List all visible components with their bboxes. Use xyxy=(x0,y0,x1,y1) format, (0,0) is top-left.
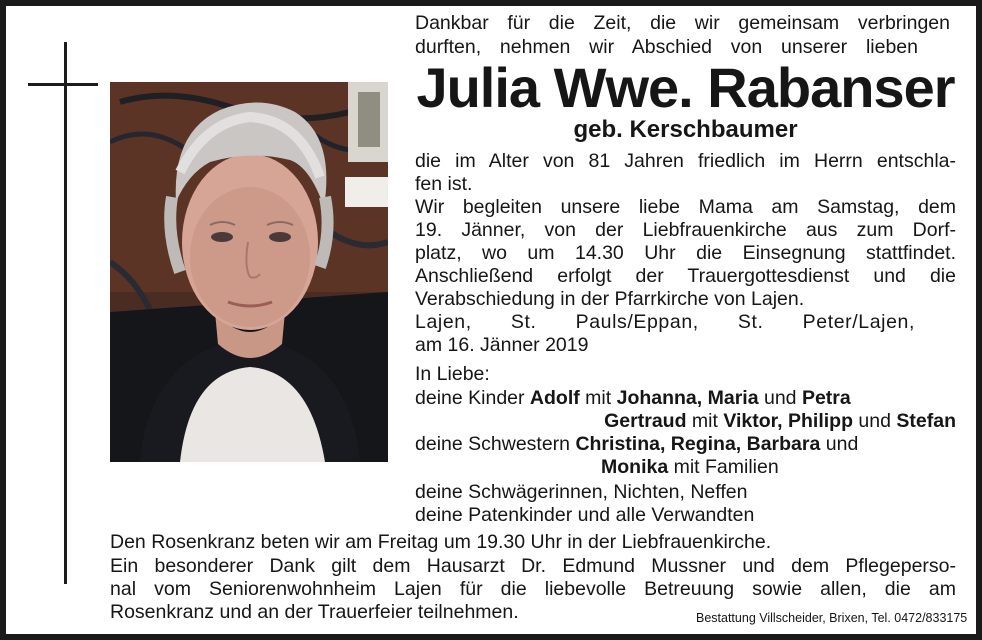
text: und xyxy=(758,387,802,409)
text: mit xyxy=(686,410,724,432)
thanks-line: Ein besonderer Dank gilt dem Hausarzt Dr. Edmund Mussner und dem Pflegeperso- xyxy=(110,555,956,577)
sisters-line-2 xyxy=(601,456,779,479)
cross-symbol-horizontal xyxy=(28,83,98,86)
text: deine Schwestern xyxy=(415,433,576,455)
children-line-2 xyxy=(415,410,956,433)
intro-line-2: durften, nehmen wir Abschied von unserer lieben xyxy=(415,36,918,58)
name: Johanna, Maria xyxy=(616,387,759,409)
name: Monika xyxy=(601,456,669,478)
text: deine Kinder xyxy=(415,387,530,409)
children-line-1 xyxy=(415,387,851,410)
body-line: 19. Jänner, von der Liebfrauenkirche aus zum Dorf- xyxy=(415,219,956,241)
birth-name: geb. Kerschbaumer xyxy=(573,116,798,143)
body-line: fen ist. xyxy=(415,173,473,195)
text: mit xyxy=(579,387,617,409)
text: und xyxy=(820,433,859,455)
godchildren-line: deine Patenkinder und alle Verwandten xyxy=(415,504,755,526)
body-line: Wir begleiten unsere liebe Mama am Samstag, dem xyxy=(415,196,956,218)
text: mit Familien xyxy=(668,456,779,478)
obituary-notice xyxy=(6,6,976,634)
thanks-line: nal vom Seniorenwohnheim Lajen für die liebevolle Betreuung sowie allen, die am xyxy=(110,578,956,600)
body-line: Anschließend erfolgt der Trauergottesdienst und die xyxy=(415,265,956,287)
thanks-line: Rosenkranz und an der Trauerfeier teilnehmen. xyxy=(110,601,519,623)
name: Stefan xyxy=(896,410,956,432)
name: Viktor, Philipp xyxy=(723,410,854,432)
name: Petra xyxy=(801,387,851,409)
date-line: am 16. Jänner 2019 xyxy=(415,334,589,356)
rosary-line: Den Rosenkranz beten wir am Freitag um 19.30 Uhr in der Liebfrauenkirche. xyxy=(110,531,772,553)
portrait-photo xyxy=(110,82,388,462)
in-laws-line: deine Schwägerinnen, Nichten, Neffen xyxy=(415,481,748,503)
deceased-name: Julia Wwe. Rabanser xyxy=(416,56,955,119)
sisters-line-1 xyxy=(415,433,858,456)
text: und xyxy=(853,410,897,432)
funeral-home-credit: Bestattung Villscheider, Brixen, Tel. 0472/833175 xyxy=(696,611,968,625)
name: Gertraud xyxy=(604,410,687,432)
portrait-illustration xyxy=(110,82,388,462)
name: Christina, Regina, Barbara xyxy=(575,433,821,455)
name: Adolf xyxy=(529,387,580,409)
body-line: die im Alter von 81 Jahren friedlich im Herrn entschla- xyxy=(415,150,956,172)
body-line: platz, wo um 14.30 Uhr die Einsegnung stattfindet. xyxy=(415,242,956,264)
place-line: Lajen, St. Pauls/Eppan, St. Peter/Lajen, xyxy=(415,311,915,333)
intro-line-1: Dankbar für die Zeit, die wir gemeinsam verbringen xyxy=(415,12,950,34)
cross-symbol-vertical xyxy=(64,42,67,584)
mourners-intro: In Liebe: xyxy=(415,363,490,385)
body-line: Verabschiedung in der Pfarrkirche von Lajen. xyxy=(415,288,805,310)
